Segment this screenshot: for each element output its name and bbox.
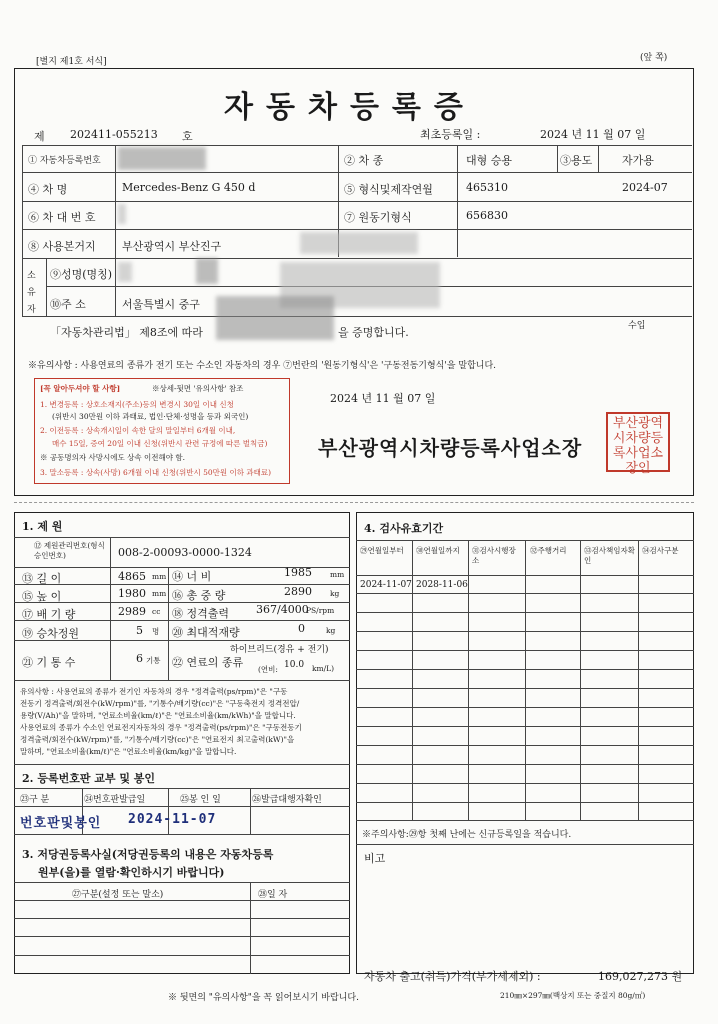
plate-col-seal-date: ㉕봉 인 일: [180, 795, 221, 805]
issue-date: 2024 년 11 월 07 일: [330, 392, 436, 405]
owner-address-label: ⑩주 소: [50, 298, 86, 311]
form-number: [별지 제1호 서식]: [36, 57, 107, 67]
red-notice-line-3: ※ 공동명의자 사망시에도 상속 이전해야 함.: [40, 453, 185, 462]
plate-issue-date-value: 2024-11-07: [128, 812, 217, 827]
mortgage-section-title: 3. 저당권등록사실(저당권등록의 내용은 자동차등록: [22, 848, 274, 861]
red-notice-line-1: 1. 변경등록 : 상호소재지(주소)등의 변경시 30일 이내 신청: [40, 400, 234, 409]
vin-label: ⑥ 차 대 번 호: [28, 211, 96, 224]
width-label: ⑭ 너 비: [172, 570, 212, 583]
inspection-section-title: 4. 검사유효기간: [364, 522, 444, 535]
mortgage-col-date: ㉘일 자: [258, 890, 288, 900]
usage-value: 자가용: [622, 154, 654, 167]
gross-weight-unit: kg: [330, 589, 340, 598]
max-load-label: ⑳ 최대적재량: [172, 626, 240, 639]
type-value: 465310: [466, 181, 508, 194]
redacted-plate-number: [118, 147, 206, 170]
model-name-label: ④ 차 명: [28, 183, 68, 196]
displacement-value: 2989: [118, 605, 146, 618]
remarks-label: 비고: [364, 852, 386, 865]
vehicle-type-label: ② 차 종: [344, 154, 384, 167]
length-unit: mm: [152, 572, 167, 581]
plate-category-value: 번호판및봉인: [20, 816, 102, 831]
displacement-label: ⑰ 배 기 량: [22, 608, 76, 621]
usage-label: ③용도: [560, 154, 593, 167]
plate-col-issue-date: ㉔번호판발급일: [84, 795, 146, 805]
type-and-date-label: ⑤ 형식및제작연월: [344, 183, 433, 196]
spec-note-1: 유의사항 : 사용연료의 종류가 전기인 자동차의 경우 "정격출력(ps/rpm)"은 "구동: [20, 687, 288, 696]
plate-col-category: ㉓구 분: [20, 795, 50, 805]
red-notice-line-1b: (위반시 30만원 이하 과태료, 법인·단체·성명을 등과 외국인): [52, 412, 249, 421]
redacted-vin: [118, 204, 126, 224]
fuel-type-value: 하이브리드(경유 + 전기): [230, 645, 329, 655]
notice-line: ※유의사항 : 사용연료의 종류가 전기 또는 수소인 자동차의 경우 ⑦번란의 '원동기형식'은 '구동전동기형식'을 말합니다.: [28, 361, 497, 371]
cylinders-unit: 기통: [146, 656, 161, 665]
length-label: ⑬ 길 이: [22, 572, 62, 585]
first-registration-date: 2024 년 11 월 07 일: [540, 128, 646, 141]
insp-col-to: ㉚연월일까지: [416, 546, 460, 555]
reg-no-suffix: 호: [182, 130, 193, 143]
spec-note-4: 사용연료의 종류가 수소인 연료전지자동차의 경우 "정격출력(ps/rpm)"은 "구동전동기: [20, 723, 302, 732]
separator: [14, 502, 694, 503]
registration-number: 202411-055213: [70, 128, 158, 141]
redacted-owner-1: [118, 262, 132, 282]
insp-col-place: ㉛검사시행장소: [472, 546, 516, 565]
red-notice-line-4: 3. 말소등록 : 상속(사망) 6개월 이내 신청(위반시 50만원 이하 과태료): [40, 468, 272, 477]
max-load-unit: kg: [326, 626, 336, 635]
red-notice-line-2: 2. 이전등록 : 상속개시일이 속한 달의 말일부터 6개월 이내,: [40, 426, 236, 435]
red-notice-ref: ※상세-뒷면 '유의사항' 참조: [152, 384, 244, 393]
spec-mgmt-no-label: ⑫ 제원관리번호(형식승인번호): [34, 541, 105, 560]
factory-price-value: 169,027,273 원: [598, 970, 683, 983]
owner-name-label: ⑨성명(명칭): [50, 268, 113, 281]
rated-output-label: ⑱ 정격출력: [172, 607, 230, 620]
fuel-type-label: ㉒ 연료의 종류: [172, 656, 244, 669]
redacted-owner-address: [216, 296, 334, 340]
reg-no-prefix: 제: [34, 130, 45, 143]
document-title: 자동차등록증: [224, 90, 476, 125]
law-text-1: 「자동차관리법」 제8조에 따라: [50, 326, 203, 339]
insp-to-value: 2028-11-06: [416, 580, 468, 590]
insp-col-mileage: ㉜주행거리: [530, 546, 567, 555]
rated-output-unit: PS/rpm: [306, 606, 335, 615]
vehicle-type-value: 대형 승용: [466, 154, 513, 167]
height-unit: mm: [152, 589, 167, 598]
spec-note-2: 전동기 정격출력/회전수(kW/rpm)"를, "기통수/배기량(cc)"은 "구동축전지 정격전압/: [20, 699, 300, 708]
plate-col-agent-confirm: ㉖발급대행자확인: [252, 795, 322, 805]
insp-col-from: ㉙연월일부터: [360, 546, 404, 555]
red-notice-title: [꼭 알아두셔야 할 사항]: [40, 384, 121, 393]
owner-address-value: 서울특별시 중구: [122, 298, 200, 311]
engine-type-value: 656830: [466, 209, 508, 222]
fuel-efficiency-unit: km/L): [312, 664, 335, 673]
insp-col-type: ㉞검사구분: [642, 546, 679, 555]
redacted-address-1: [300, 232, 418, 254]
spec-note-3: 용량(V/Ah)"을 말하며, "연료소비율(km/ℓ)"은 "연료소비율(km/kWh)"을 말합니다.: [20, 711, 296, 720]
inspection-note: ※주의사항:㉙항 첫째 난에는 신규등록일을 적습니다.: [362, 830, 572, 840]
fuel-efficiency-value: 10.0: [284, 660, 305, 670]
cylinders-label: ㉑ 기 통 수: [22, 656, 76, 669]
displacement-unit: cc: [152, 607, 161, 616]
footer-note: ※ 뒷면의 "유의사항"을 꼭 읽어보시기 바랍니다.: [168, 993, 359, 1003]
gross-weight-label: ⑯ 총 중 량: [172, 589, 226, 602]
capacity-unit: 명: [152, 627, 160, 636]
redacted-owner-2: [196, 258, 218, 284]
plate-section-title: 2. 등록번호판 교부 및 봉인: [22, 772, 156, 785]
max-load-value: 0: [298, 622, 305, 635]
revenue-stamp-label: 수입: [628, 321, 646, 331]
base-location-value: 부산광역시 부산진구: [122, 240, 222, 253]
page-side: (앞 쪽): [640, 53, 668, 63]
model-name-value: Mercedes-Benz G 450 d: [122, 181, 256, 194]
base-location-label: ⑧ 사용본거지: [28, 240, 96, 253]
reg-number-label: ① 자동차등록번호: [28, 156, 101, 166]
cylinders-value: 6: [136, 652, 143, 665]
spec-section-title: 1. 제 원: [22, 520, 63, 533]
paper-spec: 210㎜×297㎜(백상지 또는 중질지 80g/㎡): [500, 991, 646, 1000]
spec-mgmt-no-value: 008-2-00093-0000-1324: [118, 546, 252, 559]
law-text-2: 을 증명합니다.: [338, 326, 409, 339]
insp-from-value: 2024-11-07: [360, 580, 412, 590]
width-value: 1985: [284, 566, 312, 579]
fuel-efficiency-label: (연비:: [258, 665, 278, 674]
length-value: 4865: [118, 570, 146, 583]
owner-label: 소유자: [27, 271, 36, 315]
official-seal: 부산광역시차량등록사업소장인: [606, 412, 670, 472]
capacity-value: 5: [136, 624, 143, 637]
red-notice-line-2b: 매수 15일, 증여 20일 이내 신청(위반시 관련 규정에 따른 벌칙금): [52, 439, 268, 448]
rated-output-value: 367/4000: [256, 603, 309, 616]
factory-price-label: 자동차 출고(취득)가격(부가세제외) :: [364, 970, 541, 983]
capacity-label: ⑲ 승차정원: [22, 627, 80, 640]
spec-note-6: 말하며, "연료소비율(km/ℓ)"은 "연료소비율(km/kg)"을 말합니다.: [20, 747, 237, 756]
mortgage-col-type: ㉗구분(설정 또는 말소): [72, 890, 164, 900]
gross-weight-value: 2890: [284, 585, 312, 598]
engine-type-label: ⑦ 원동기형식: [344, 211, 412, 224]
mortgage-section-title-2: 원부(을)를 열람·확인하시기 바랍니다): [38, 866, 225, 879]
width-unit: mm: [330, 570, 345, 579]
manufacture-date: 2024-07: [622, 181, 668, 194]
height-label: ⑮ 높 이: [22, 590, 62, 603]
spec-note-5: 정격출력/회전수(kW/rpm)"를, "기통수/배기량(cc)"은 "연료전지 최고출력(kW)"을: [20, 735, 295, 744]
insp-col-inspector: ㉝검사책임자확인: [584, 546, 635, 565]
first-registration-label: 최초등록일 :: [420, 128, 481, 141]
height-value: 1980: [118, 587, 146, 600]
issuing-office: 부산광역시차량등록사업소장: [318, 436, 583, 460]
